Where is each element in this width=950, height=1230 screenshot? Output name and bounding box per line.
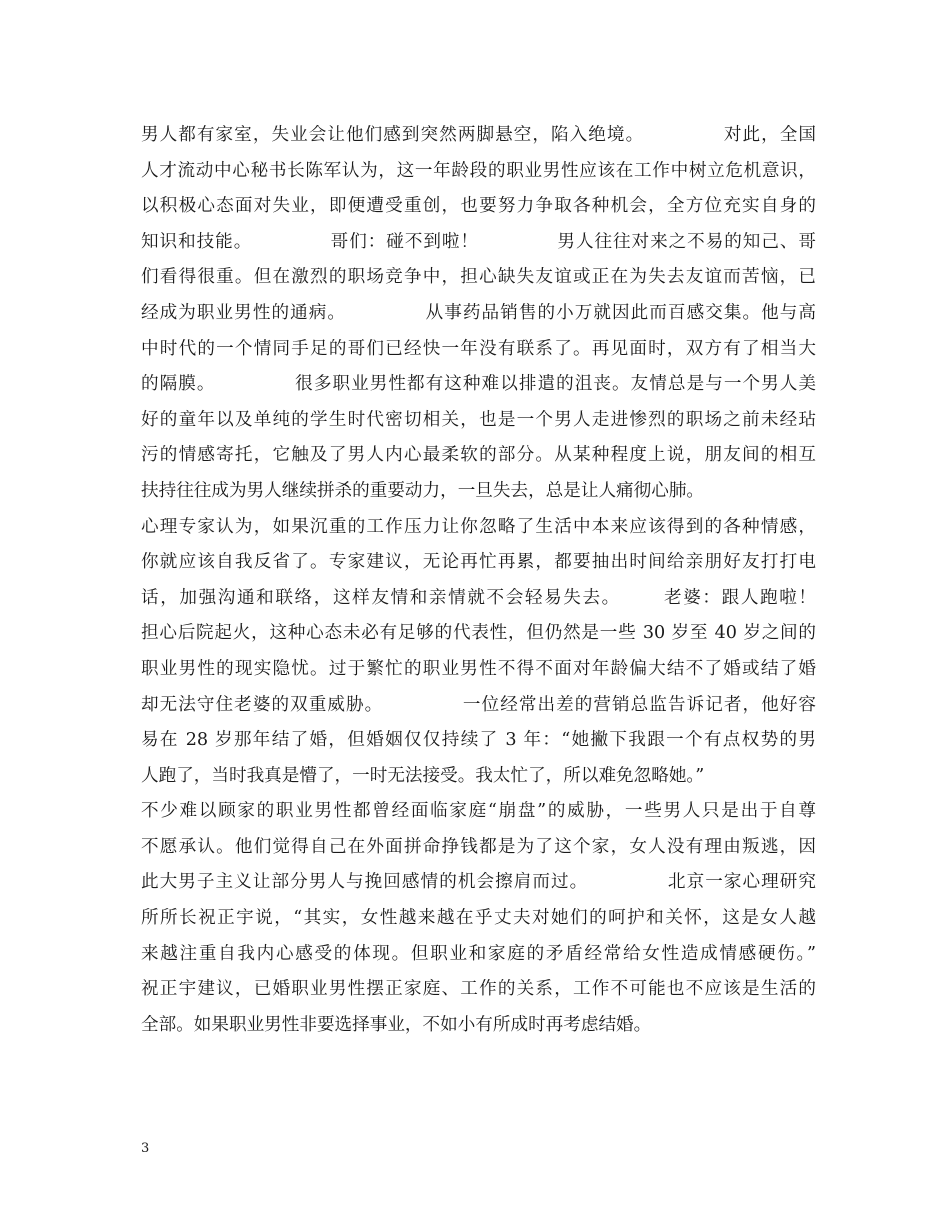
text-line: 不愿承认。他们觉得自己在外面拼命挣钱都是为了这个家，女人没有理由叛逃，因 [141, 836, 816, 857]
text-line: 所所长祝正宇说，“其实，女性越来越在乎丈夫对她们的呵护和关怀，这是女人越 [141, 908, 816, 929]
text-line: 易在 28 岁那年结了婚，但婚姻仅仅持续了 3 年：“她撇下我跟一个有点权势的男 [141, 730, 816, 751]
text-line: 来越注重自我内心感受的体现。但职业和家庭的矛盾经常给女性造成情感硬伤。” [141, 943, 816, 964]
text-line: 人跑了，当时我真是懵了，一时无法接受。我太忙了，所以难免忽略她。” [141, 765, 705, 786]
text-line: 却无法守住老婆的双重威胁。 一位经常出差的营销总监告诉记者，他好容 [141, 694, 816, 715]
text-line: 祝正宇建议，已婚职业男性摆正家庭、工作的关系，工作不可能也不应该是生活的 [141, 979, 816, 1000]
text-line: 职业男性的现实隐忧。过于繁忙的职业男性不得不面对年龄偏大结不了婚或结了婚 [141, 658, 816, 679]
text-line: 你就应该自我反省了。专家建议，无论再忙再累，都要抽出时间给亲朋好友打打电 [141, 552, 816, 573]
text-line: 的隔膜。 很多职业男性都有这种难以排遣的沮丧。友情总是与一个男人美 [141, 374, 816, 395]
text-line: 们看得很重。但在激烈的职场竞争中，担心缺失友谊或正在为失去友谊而苦恼，已 [141, 267, 816, 288]
text-line: 心理专家认为，如果沉重的工作压力让你忽略了生活中本来应该得到的各种情感， [141, 516, 816, 537]
text-line: 此大男子主义让部分男人与挽回感情的机会擦肩而过。 北京一家心理研究 [141, 872, 816, 893]
text-line: 人才流动中心秘书长陈军认为，这一年龄段的职业男性应该在工作中树立危机意识， [141, 160, 816, 181]
text-line: 全部。如果职业男性非要选择事业，不如小有所成时再考虑结婚。 [141, 1014, 652, 1035]
text-line: 男人都有家室，失业会让他们感到突然两脚悬空，陷入绝境。 对此，全国 [141, 125, 816, 145]
text-line: 担心后院起火，这种心态未必有足够的代表性，但仍然是一些 30 岁至 40 岁之间的 [141, 623, 816, 644]
text-line: 经成为职业男性的通病。 从事药品销售的小万就因此而百感交集。他与高 [141, 302, 816, 323]
text-line: 不少难以顾家的职业男性都曾经面临家庭“崩盘”的威胁，一些男人只是出于自尊 [141, 801, 816, 822]
text-line: 话，加强沟通和联络，这样友情和亲情就不会轻易失去。 老婆：跟人跑啦！ [141, 587, 816, 608]
text-line: 中时代的一个情同手足的哥们已经快一年没有联系了。再见面时，双方有了相当大 [141, 338, 816, 359]
text-line: 以积极心态面对失业，即便遭受重创，也要努力争取各种机会，全方位充实自身的 [141, 196, 816, 217]
body-text [141, 118, 816, 1043]
text-line: 扶持往往成为男人继续拼杀的重要动力，一旦失去，总是让人痛彻心肺。 [141, 480, 705, 501]
page-number: 3 [141, 1141, 150, 1156]
text-line: 污的情感寄托，它触及了男人内心最柔软的部分。从某种程度上说，朋友间的相互 [141, 445, 816, 466]
text-line: 知识和技能。 哥们：碰不到啦！ 男人往往对来之不易的知己、哥 [141, 231, 816, 252]
text-line: 好的童年以及单纯的学生时代密切相关，也是一个男人走进惨烈的职场之前未经玷 [141, 409, 816, 430]
